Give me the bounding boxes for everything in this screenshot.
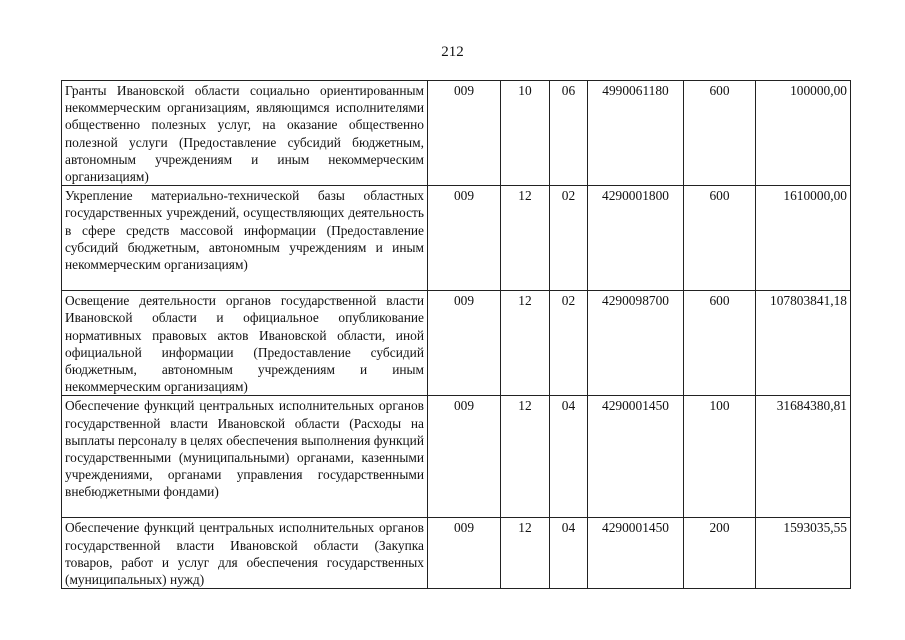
budget-table: [61, 80, 851, 589]
subsection-code: 06: [550, 81, 588, 186]
page-number: 212: [441, 44, 464, 60]
target-article-code: 4290098700: [588, 291, 684, 396]
expense-description: Обеспечение функций центральных исполнительных органов государственной власти Ивановской области (Закупка товаров, работ и услуг для обеспечения государственных (муниципальных) нужд): [62, 518, 428, 589]
ministry-code: 009: [428, 518, 501, 589]
expense-type-code: 600: [684, 81, 756, 186]
subsection-code: 04: [550, 518, 588, 589]
expense-type-code: 200: [684, 518, 756, 589]
ministry-code: 009: [428, 291, 501, 396]
target-article-code: 4990061180: [588, 81, 684, 186]
target-article-code: 4290001450: [588, 518, 684, 589]
table-row: [62, 81, 851, 186]
amount: 31684380,81: [756, 396, 851, 518]
expense-type-code: 100: [684, 396, 756, 518]
expense-description: Освещение деятельности органов государственной власти Ивановской области и официальное опубликование нормативных правовых актов Ивановской области, иной официальной информации (Предоставление субсидий бюджетным, автономным учреждениям и иным некоммерческим организациям): [62, 291, 428, 396]
expense-description: Укрепление материально-технической базы областных государственных учреждений, осуществляющих деятельность в сфере средств массовой информации (Предоставление субсидий бюджетным, автономным учреждениям и иным некоммерческим организациям): [62, 186, 428, 291]
section-code: 12: [501, 518, 550, 589]
section-code: 12: [501, 186, 550, 291]
table-row: [62, 396, 851, 518]
target-article-code: 4290001450: [588, 396, 684, 518]
amount: 100000,00: [756, 81, 851, 186]
ministry-code: 009: [428, 81, 501, 186]
section-code: 10: [501, 81, 550, 186]
subsection-code: 02: [550, 186, 588, 291]
amount: 107803841,18: [756, 291, 851, 396]
ministry-code: 009: [428, 396, 501, 518]
expense-description: Обеспечение функций центральных исполнительных органов государственной власти Ивановской области (Расходы на выплаты персоналу в целях обеспечения выполнения функций государственными (муниципальными) органами, казенными учреждениями, органами управления государственными внебюджетными фондами): [62, 396, 428, 518]
target-article-code: 4290001800: [588, 186, 684, 291]
amount: 1610000,00: [756, 186, 851, 291]
amount: 1593035,55: [756, 518, 851, 589]
ministry-code: 009: [428, 186, 501, 291]
table-row: [62, 518, 851, 589]
subsection-code: 02: [550, 291, 588, 396]
section-code: 12: [501, 291, 550, 396]
table-row: [62, 186, 851, 291]
section-code: 12: [501, 396, 550, 518]
subsection-code: 04: [550, 396, 588, 518]
expense-type-code: 600: [684, 291, 756, 396]
expense-description: Гранты Ивановской области социально ориентированным некоммерческим организациям, являющимся исполнителями общественно полезных услуг, на оказание общественно полезной услуги (Предоставление субсидий бюджетным, автономным учреждениям и иным некоммерческим организациям): [62, 81, 428, 186]
expense-type-code: 600: [684, 186, 756, 291]
table-row: [62, 291, 851, 396]
